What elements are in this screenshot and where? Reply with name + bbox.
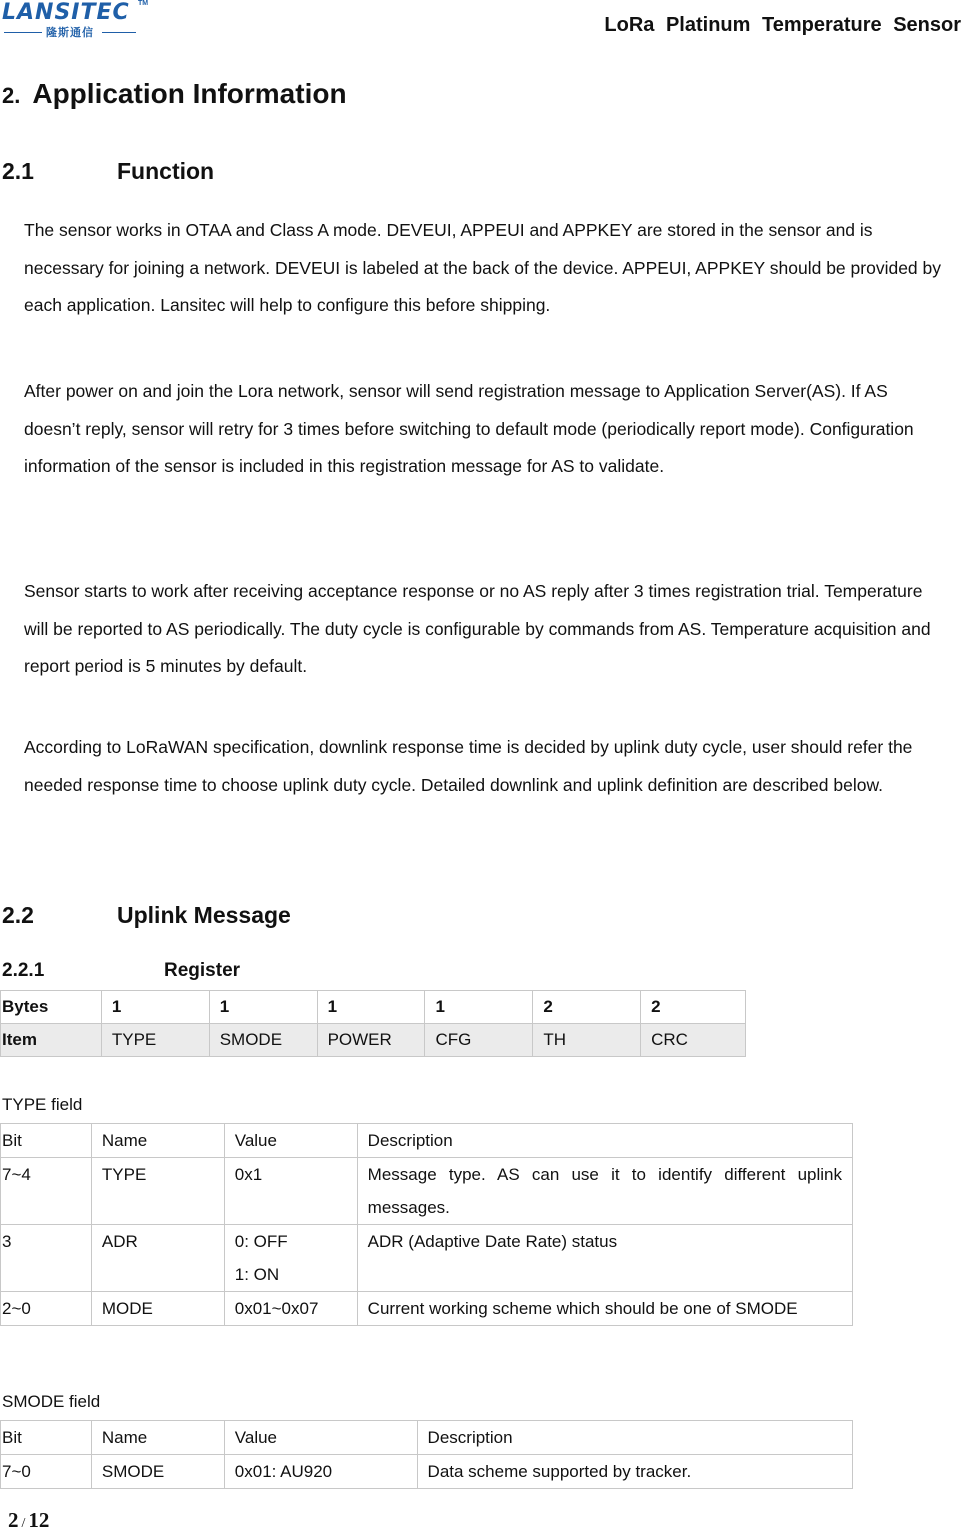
table-cell: 1: [317, 991, 425, 1024]
table-cell: ADR (Adaptive Date Rate) status: [357, 1225, 852, 1292]
column-header: Value: [224, 1421, 417, 1455]
table-cell: 7~0: [1, 1455, 92, 1489]
table-cell: 2~0: [1, 1292, 92, 1326]
page-separator: /: [21, 1516, 26, 1531]
table-row: [1, 1292, 853, 1326]
type-field-caption: TYPE field: [2, 1095, 83, 1114]
logo-subtitle: 隆斯通信: [46, 27, 94, 39]
section-title: Application Information: [32, 78, 347, 109]
table-cell: 2: [641, 991, 746, 1024]
column-header: Description: [417, 1421, 852, 1455]
table-cell: Item: [1, 1024, 102, 1057]
smode-field-caption: SMODE field: [2, 1392, 101, 1411]
table-cell: TYPE: [101, 1024, 209, 1057]
current-page: 2: [8, 1508, 19, 1532]
function-number: 2.1: [2, 158, 34, 184]
logo-rule-right: [102, 32, 136, 33]
table-row: [1, 1158, 853, 1225]
column-header: Bit: [1, 1124, 92, 1158]
company-logo: [2, 0, 152, 40]
table-cell: CFG: [425, 1024, 533, 1057]
table-cell: POWER: [317, 1024, 425, 1057]
table-cell: 3: [1, 1225, 92, 1292]
register-bytes-row: [1, 991, 746, 1024]
table-cell: 1: [209, 991, 317, 1024]
table-cell: 1: [101, 991, 209, 1024]
column-header: Name: [91, 1124, 224, 1158]
table-cell: 0x01: AU920: [224, 1455, 417, 1489]
table-cell: [224, 1225, 357, 1292]
section-heading: [2, 78, 347, 110]
function-paragraph-3: Sensor starts to work after receiving acceptance response or no AS reply after 3 times registration trial. Temperature will be reported to AS periodically. The duty cycle is configurable by commands from AS. Temperature acquisition and report period is 5 minutes by default.: [24, 581, 931, 676]
column-header: Bit: [1, 1421, 92, 1455]
uplink-title: Uplink Message: [117, 902, 291, 928]
table-cell: 7~4: [1, 1158, 92, 1225]
adr-value-on: 1: ON: [234, 1265, 280, 1284]
table-cell: 1: [425, 991, 533, 1024]
register-item-row: [1, 1024, 746, 1057]
section-number: 2.: [2, 83, 21, 108]
register-heading: [2, 960, 240, 982]
table-cell: ADR: [91, 1225, 224, 1292]
table-cell: TH: [533, 1024, 641, 1057]
register-title: Register: [164, 960, 241, 981]
document-header-title: LoRa Platinum Temperature Sensor: [604, 14, 961, 36]
page-number: [8, 1508, 49, 1533]
function-heading: [2, 158, 214, 185]
total-pages: 12: [28, 1508, 50, 1532]
column-header: Name: [91, 1421, 224, 1455]
table-cell: SMODE: [91, 1455, 224, 1489]
function-paragraph-1: The sensor works in OTAA and Class A mode. DEVEUI, APPEUI and APPKEY are stored in the sensor and is necessary for joining a network. DEVEUI is labeled at the back of the device. APPEUI, APPKEY should be provided by each application. Lansitec will help to configure this before shipping.: [24, 220, 941, 315]
table-row: [1, 1455, 853, 1489]
adr-value-off: 0: OFF: [234, 1232, 288, 1251]
table-cell: Message type. AS can use it to identify different uplink messages.: [357, 1158, 852, 1225]
table-cell: 0x01~0x07: [224, 1292, 357, 1326]
type-field-table: [0, 1123, 853, 1326]
logo-trademark: TM: [138, 0, 149, 7]
table-cell: 2: [533, 991, 641, 1024]
table-cell: CRC: [641, 1024, 746, 1057]
table-header-row: [1, 1124, 853, 1158]
table-cell: Data scheme supported by tracker.: [417, 1455, 852, 1489]
column-header: Description: [357, 1124, 852, 1158]
register-number: 2.2.1: [2, 960, 45, 981]
table-cell: Bytes: [1, 991, 102, 1024]
column-header: Value: [224, 1124, 357, 1158]
uplink-heading: [2, 902, 291, 929]
table-cell: 0x1: [224, 1158, 357, 1225]
table-cell: SMODE: [209, 1024, 317, 1057]
uplink-number: 2.2: [2, 902, 34, 928]
table-header-row: [1, 1421, 853, 1455]
smode-field-table: [0, 1420, 853, 1489]
table-cell: TYPE: [91, 1158, 224, 1225]
register-table: [0, 990, 746, 1057]
function-paragraph-4: According to LoRaWAN specification, downlink response time is decided by uplink duty cycle, user should refer the needed response time to choose uplink duty cycle. Detailed downlink and uplink definition are described below.: [24, 737, 913, 795]
table-cell: Current working scheme which should be one of SMODE: [357, 1292, 852, 1326]
logo-wordmark: LANSITEC: [2, 0, 130, 25]
table-row: [1, 1225, 853, 1292]
logo-rule-left: [4, 32, 42, 33]
function-paragraph-2: After power on and join the Lora network, sensor will send registration message to Application Server(AS). If AS doesn’t reply, sensor will retry for 3 times before switching to default mode (periodically report mode). Configuration information of the sensor is included in this registration message for AS to validate.: [24, 381, 914, 476]
function-title: Function: [117, 158, 215, 184]
table-cell: MODE: [91, 1292, 224, 1326]
